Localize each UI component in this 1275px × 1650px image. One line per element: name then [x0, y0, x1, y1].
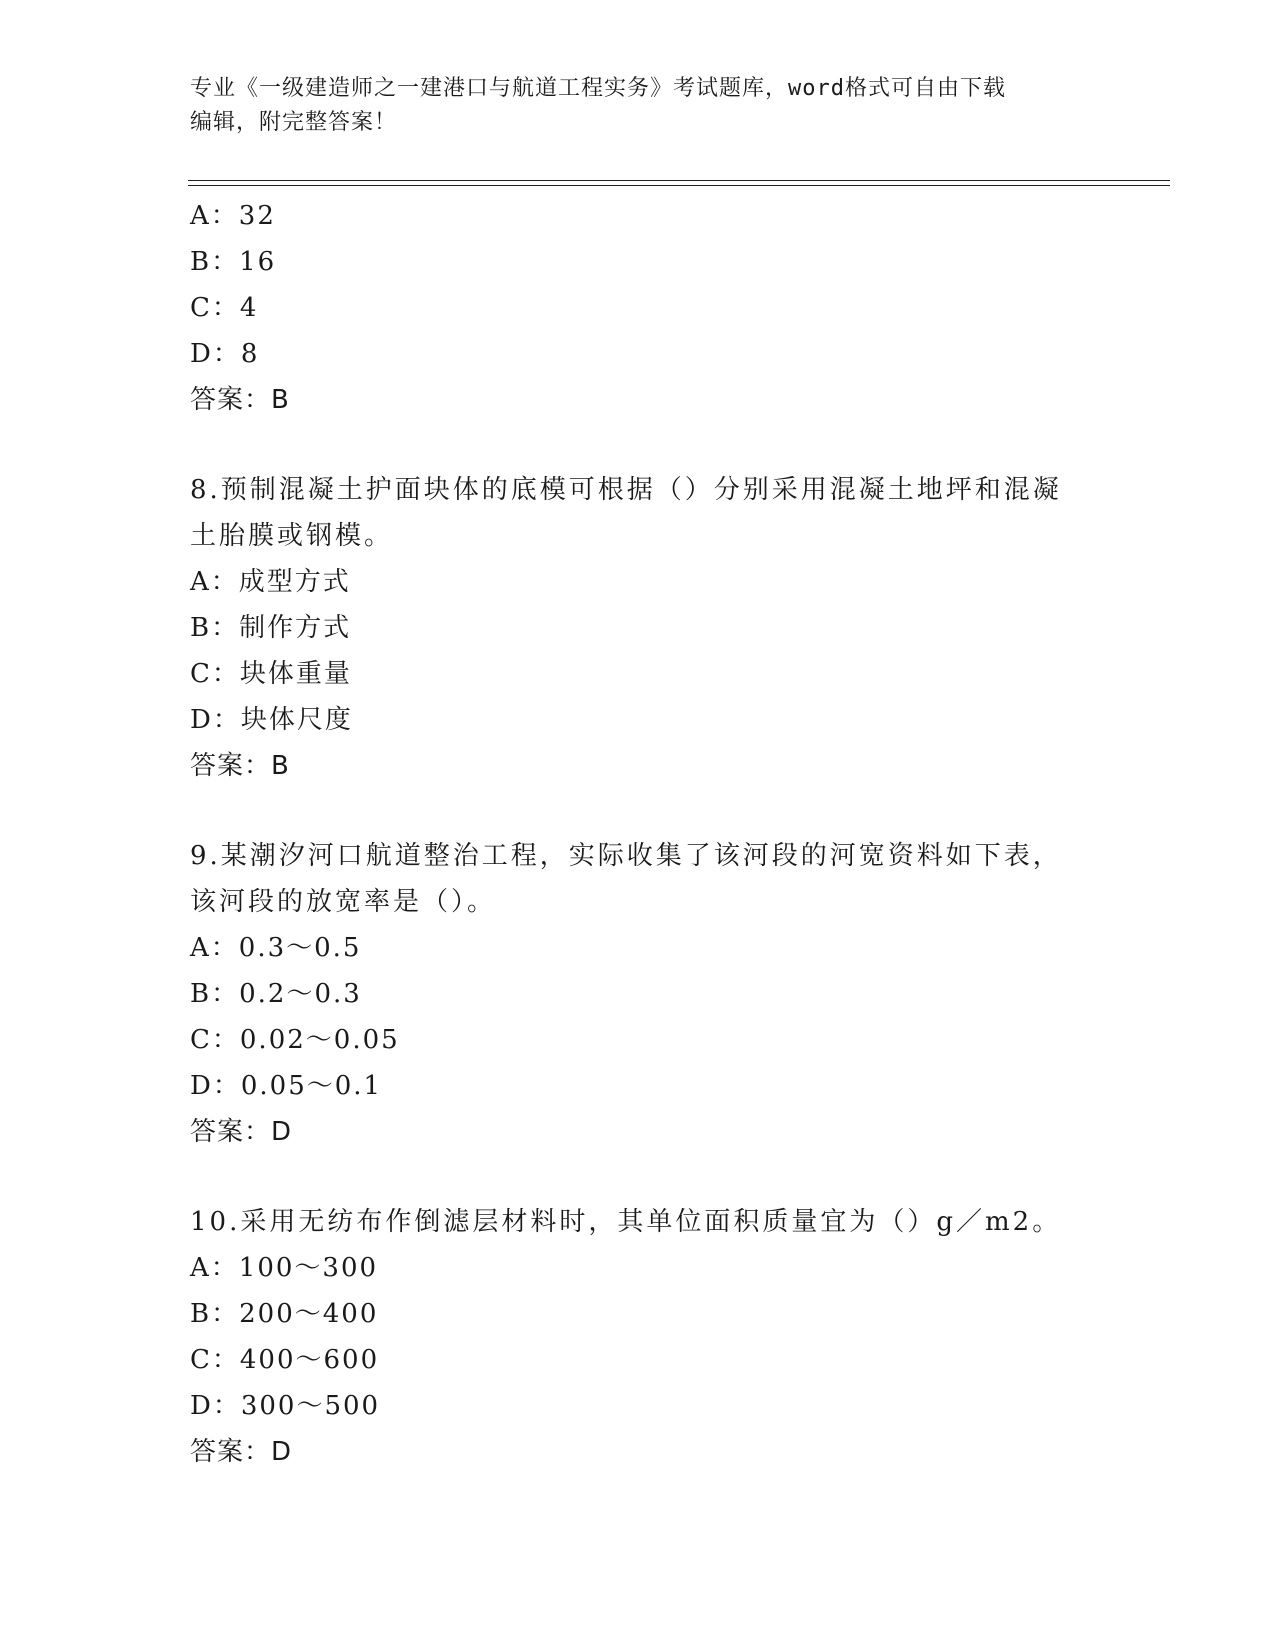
- answer: 答案：D: [190, 1437, 293, 1467]
- answer: 答案：B: [190, 751, 290, 781]
- answer: 答案：B: [190, 385, 290, 415]
- document-header: [190, 72, 1090, 140]
- option-d: D：块体尺度: [190, 705, 353, 735]
- option-d: D：8: [190, 339, 260, 369]
- option-b: B：制作方式: [190, 613, 352, 643]
- option-d: D：300～500: [190, 1391, 381, 1421]
- header-divider: [188, 180, 1170, 181]
- question-7: [190, 193, 1130, 423]
- question-8: [190, 467, 1130, 789]
- option-c: C：400～600: [190, 1345, 380, 1375]
- question-stem: 8.预制混凝土护面块体的底模可根据（）分别采用混凝土地坪和混凝土胎膜或钢模。: [190, 475, 1062, 551]
- question-9: [190, 833, 1130, 1155]
- option-a: A：成型方式: [190, 567, 351, 597]
- option-b: B：16: [190, 247, 277, 277]
- header-divider-second: [188, 185, 1170, 186]
- option-d: D：0.05～0.1: [190, 1071, 383, 1101]
- answer: 答案：D: [190, 1117, 293, 1147]
- header-line-1: 专业《一级建造师之一建港口与航道工程实务》考试题库，word格式可自由下载: [190, 76, 1006, 101]
- option-c: C：4: [190, 293, 259, 323]
- option-a: A：0.3～0.5: [190, 933, 362, 963]
- question-stem: 10.采用无纺布作倒滤层材料时，其单位面积质量宜为（）g／m2。: [190, 1207, 1062, 1237]
- question-10: [190, 1199, 1130, 1475]
- question-list: [190, 193, 1130, 1475]
- option-c: C：0.02～0.05: [190, 1025, 400, 1055]
- option-a: A：32: [190, 201, 276, 231]
- question-stem: 9.某潮汐河口航道整治工程，实际收集了该河段的河宽资料如下表，该河段的放宽率是（）。: [190, 841, 1062, 917]
- option-c: C：块体重量: [190, 659, 352, 689]
- option-b: B：0.2～0.3: [190, 979, 362, 1009]
- option-b: B：200～400: [190, 1299, 379, 1329]
- option-a: A：100～300: [190, 1253, 379, 1283]
- header-line-2: 编辑，附完整答案！: [190, 110, 398, 135]
